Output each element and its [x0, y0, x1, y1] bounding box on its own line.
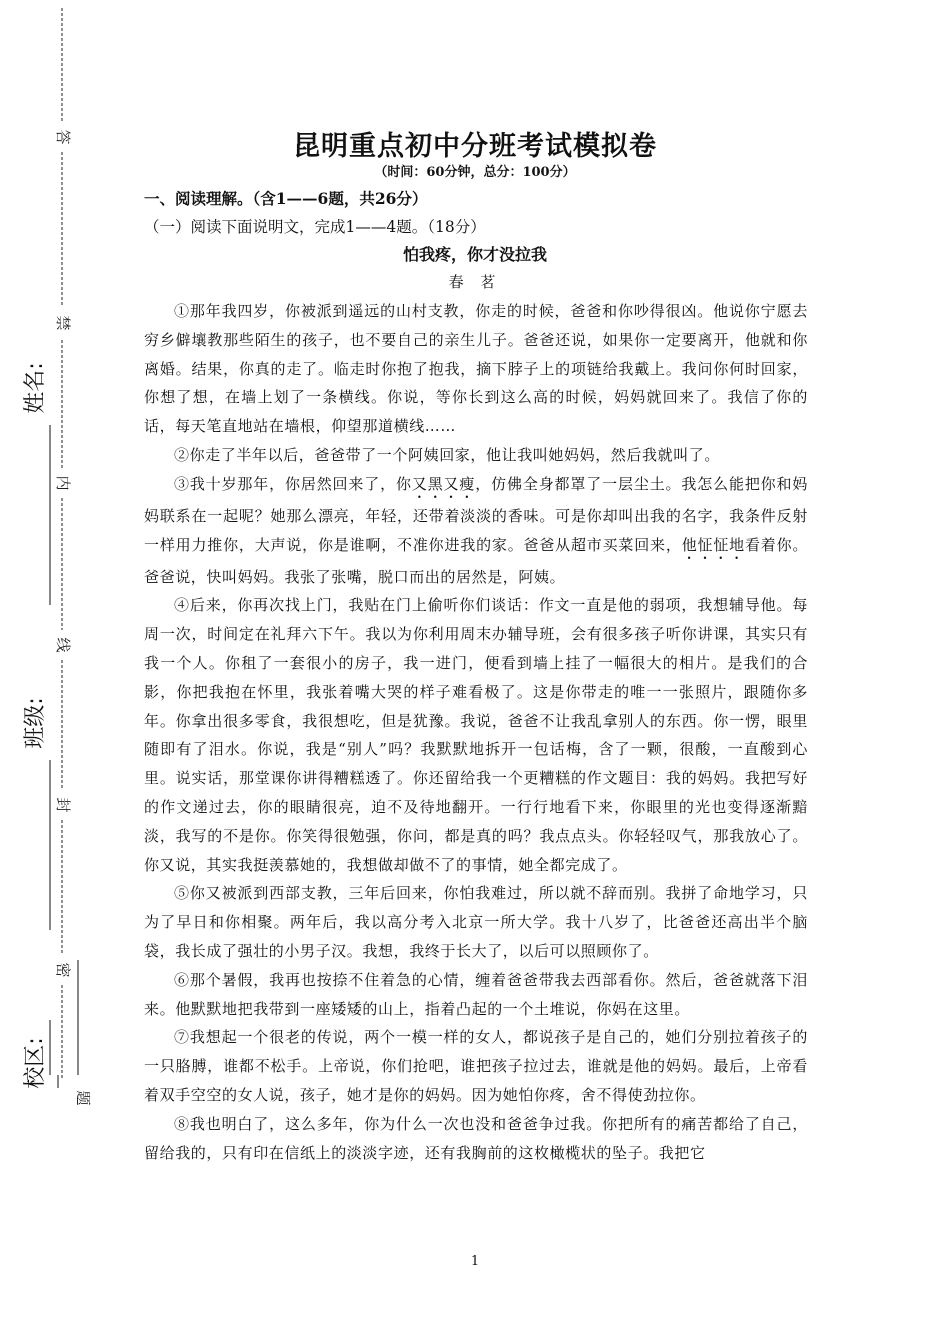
seal-char-nei: 内: [54, 475, 72, 491]
emphasis-dotted-phrase: 他怔怔地: [681, 535, 745, 554]
emphasis-dotted-phrase: 又黑又瘦: [411, 474, 476, 493]
paragraph-3-part-a: ③我十岁那年，你居然回来了，你: [174, 474, 412, 493]
school-label: 校区:: [23, 1037, 48, 1089]
paragraph-7: ⑦我想起一个很老的传说，两个一模一样的女人，都说孩子是自己的，她们分别拉着孩子的一只胳膊，谁都不松手。上帝说，你们抢吧，谁把孩子拉过去，谁就是他的妈妈。最后，上帝看着双手空空的女人说，孩子，她才是你的妈妈。因为她怕你疼，舍不得使劲拉你。: [144, 1028, 808, 1104]
name-label: 姓名:: [23, 362, 48, 414]
seal-char-ti: 题: [74, 1090, 92, 1106]
paragraph-3: [144, 470, 808, 592]
section-heading: 一、阅读理解。（含1——6题，共26分）: [144, 189, 428, 208]
seal-char-feng: 封: [54, 797, 72, 813]
seal-char-da: 答: [54, 129, 72, 145]
article-title: 怕我疼，你才没拉我: [402, 245, 547, 264]
paragraph-3-part-b: ，仿佛全身都罩了一层尘土。我怎么能把你和妈妈联系在一起呢？她那么漂亮，年轻，还带着淡淡的香味。可是你却叫出我的名字，我条件反射一样用力推你，大声说，你是谁啊，不准你进我的家。爸爸从超市买菜回来，: [144, 474, 808, 554]
article-author: 春 茗: [448, 273, 502, 291]
page-title: 昆明重点初中分班考试模拟卷: [293, 131, 657, 162]
seal-char-xian: 线: [54, 637, 72, 653]
paragraph-3-part-c: 看着你。爸爸说，快叫妈妈。我张了张嘴，脱口而出的居然是，阿姨。: [144, 535, 808, 586]
exam-info: （时间：60分钟，总分：100分）: [374, 165, 576, 180]
paragraph-8: ⑧我也明白了，这么多年，你为什么一次也没和爸爸争过我。你把所有的痛苦都给了自己，留给我的，只有印在信纸上的淡淡字迹，还有我胸前的这枚橄榄状的坠子。我把它: [144, 1114, 808, 1162]
paragraph-2: ②你走了半年以后，爸爸带了一个阿姨回家，他让我叫她妈妈，然后我就叫了。: [174, 445, 721, 464]
sub-section-heading: （一）阅读下面说明文，完成1——4题。（18分）: [144, 218, 486, 236]
class-label: 班级:: [23, 697, 48, 749]
article-body: [144, 297, 808, 1167]
paragraph-6: ⑥那个暑假，我再也按捺不住着急的心情，缠着爸爸带我去西部看你。然后，爸爸就落下泪来。他默默地把我带到一座矮矮的山上，指着凸起的一个土堆说，你妈在这里。: [144, 970, 808, 1018]
seal-char-mi: 密: [54, 962, 72, 978]
paragraph-4: ④后来，你再次找上门，我贴在门上偷听你们谈话：作文一直是他的弱项，我想辅导他。每周一次，时间定在礼拜六下午。我以为你利用周末办辅导班，会有很多孩子听你讲课，其实只有我一个人。你租了一套很小的房子，我一进门，便看到墙上挂了一幅很大的相片。是我们的合影，你把我抱在怀里，我张着嘴大哭的样子难看极了。这是你带走的唯一一张照片，跟随你多年。你拿出很多零食，我很想吃，但是犹豫。我说，爸爸不让我乱拿别人的东西。你一愣，眼里随即有了泪水。你说，我是“别人”吗？我默默地拆开一包话梅，含了一颗，很酸，一直酸到心里。说实话，那堂课你讲得糟糕透了。你还留给我一个更糟糕的作文题目：我的妈妈。我把写好的作文递过去，你的眼睛很亮，迫不及待地翻开。一行行地看下来，你眼里的光也变得逐渐黯淡，我写的不是你。你笑得很勉强，你问，都是真的吗？我点点头。你轻轻叹气，那我放心了。你又说，其实我挺羡慕她的，我想做却做不了的事情，她全都完成了。: [144, 596, 808, 874]
binding-margin: [0, 0, 110, 1344]
page-number: 1: [470, 1254, 480, 1269]
paragraph-1: ①那年我四岁，你被派到遥远的山村支教，你走的时候，爸爸和你吵得很凶。他说你宁愿去穷乡僻壤教那些陌生的孩子，也不要自己的亲生儿子。爸爸还说，如果你一定要离开，他就和你离婚。结果，你真的走了。临走时你抱了抱我，摘下脖子上的项链给我戴上。我问你何时回家，你想了想，在墙上划了一条横线。你说，等你长到这么高的时候，妈妈就回来了。我信了你的话，每天笔直地站在墙根，仰望那道横线……: [144, 302, 808, 436]
seal-char-jin: 禁: [54, 315, 72, 331]
write-in-lines: [50, 425, 78, 1088]
paragraph-5: ⑤你又被派到西部支教，三年后回来，你怕我难过，所以就不辞而别。我拼了命地学习，只为了早日和你相聚。两年后，我以高分考入北京一所大学。我十八岁了，比爸爸还高出半个脑袋，我长成了强壮的小男子汉。我想，我终于长大了，以后可以照顾你了。: [144, 884, 808, 960]
